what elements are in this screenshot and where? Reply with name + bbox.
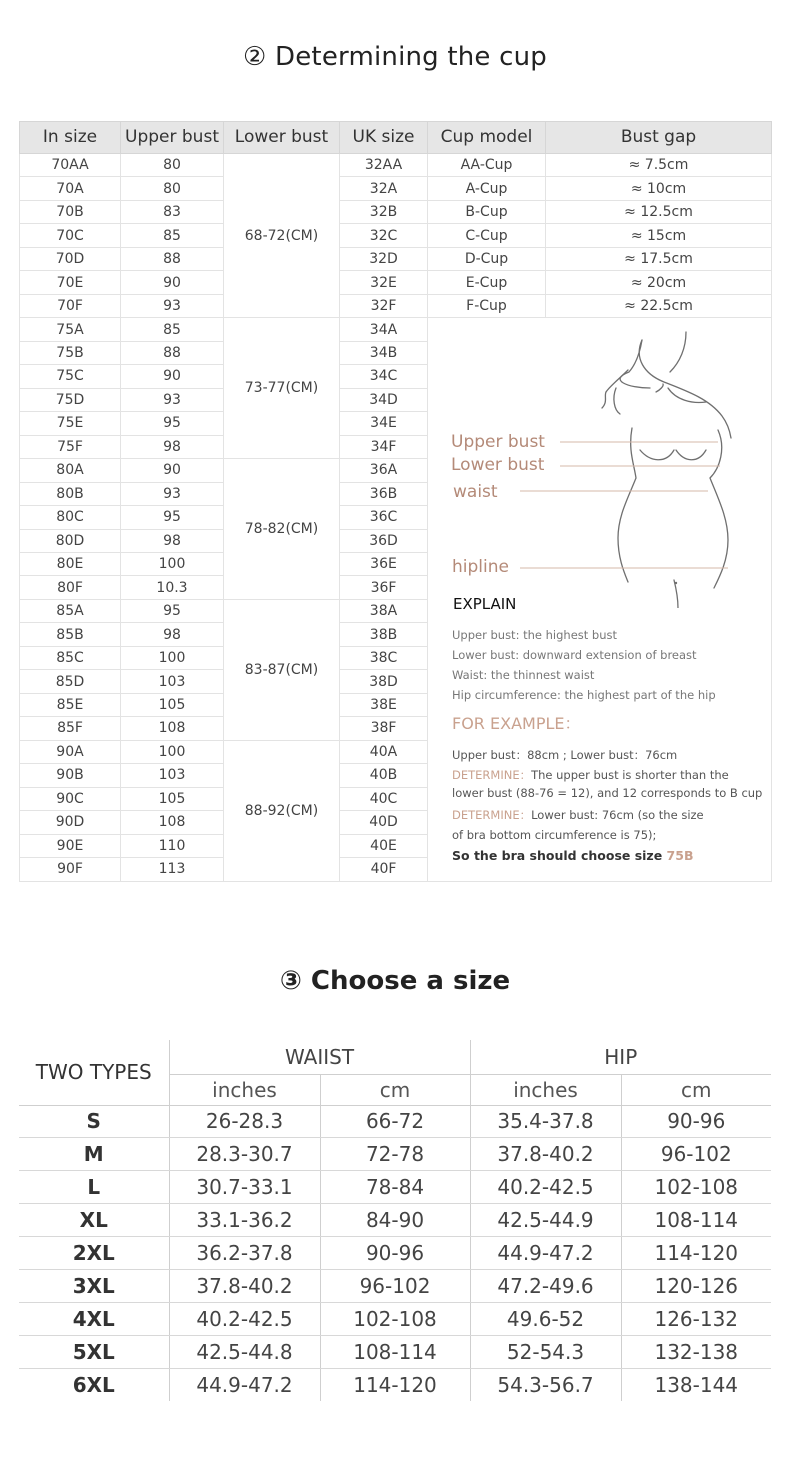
explain-line: Hip circumference: the highest part of the hip	[452, 688, 716, 703]
explain-line: Upper bust: the highest bust	[452, 628, 618, 643]
in-size-cell: 75A	[20, 318, 121, 341]
table-row	[20, 224, 772, 247]
uk-size-cell: 38A	[340, 599, 428, 622]
uk-size-cell: 36C	[340, 506, 428, 529]
uk-size-cell: 40B	[340, 764, 428, 787]
waist-inches-cell: 28.3-30.7	[169, 1138, 320, 1171]
size-cell: S	[19, 1105, 169, 1138]
hip-inches-cell: 54.3-56.7	[470, 1368, 621, 1401]
example-determine-line	[452, 770, 729, 782]
cup-model-cell: E-Cup	[428, 271, 546, 294]
conclusion-size: 75B	[666, 848, 694, 864]
section-title-determining-cup: ② Determining the cup	[243, 42, 547, 72]
table-row	[19, 1138, 771, 1171]
table-row	[20, 294, 772, 317]
upper-bust-cell: 98	[121, 623, 224, 646]
upper-bust-cell: 95	[121, 506, 224, 529]
table-header-row	[20, 122, 772, 154]
hip-inches-cell: 52-54.3	[470, 1335, 621, 1368]
upper-bust-cell: 105	[121, 787, 224, 810]
bust-gap-cell: ≈ 22.5cm	[546, 294, 772, 317]
upper-bust-cell: 88	[121, 341, 224, 364]
upper-bust-cell: 110	[121, 834, 224, 857]
upper-bust-cell: 93	[121, 388, 224, 411]
explain-line: Lower bust: downward extension of breast	[452, 648, 697, 663]
in-size-cell: 90D	[20, 811, 121, 834]
waist-inches-cell: 42.5-44.8	[169, 1335, 320, 1368]
table-row	[19, 1171, 771, 1204]
in-size-cell: 75E	[20, 412, 121, 435]
waist-inches-cell: 36.2-37.8	[169, 1237, 320, 1270]
in-size-cell: 70B	[20, 200, 121, 223]
hip-cm-cell: 120-126	[621, 1269, 771, 1302]
uk-size-cell: 32F	[340, 294, 428, 317]
size-cell: M	[19, 1138, 169, 1171]
uk-size-cell: 36E	[340, 552, 428, 575]
waist-inches-cell: 37.8-40.2	[169, 1269, 320, 1302]
waist-inches-cell: 33.1-36.2	[169, 1204, 320, 1237]
lower-bust-range-cell: 68-72(CM)	[224, 154, 340, 318]
group-hip: HIP	[470, 1040, 771, 1074]
upper-bust-cell: 100	[121, 740, 224, 763]
in-size-cell: 85C	[20, 646, 121, 669]
waist-inches-cell: 26-28.3	[169, 1105, 320, 1138]
uk-size-cell: 40C	[340, 787, 428, 810]
in-size-cell: 85B	[20, 623, 121, 646]
cup-model-cell: AA-Cup	[428, 154, 546, 177]
upper-bust-cell: 90	[121, 365, 224, 388]
header-uk-size: UK size	[340, 122, 428, 154]
table-row	[19, 1269, 771, 1302]
header-upper-bust: Upper bust	[121, 122, 224, 154]
in-size-cell: 90A	[20, 740, 121, 763]
example-conclusion	[452, 850, 693, 863]
waist-cm-cell: 102-108	[320, 1302, 470, 1335]
bust-gap-cell: ≈ 12.5cm	[546, 200, 772, 223]
in-size-cell: 70E	[20, 271, 121, 294]
hip-cm-cell: 132-138	[621, 1335, 771, 1368]
waist-cm-cell: 66-72	[320, 1105, 470, 1138]
size-cell: XL	[19, 1204, 169, 1237]
in-size-cell: 80D	[20, 529, 121, 552]
in-size-cell: 80F	[20, 576, 121, 599]
waist-cm-cell: 72-78	[320, 1138, 470, 1171]
for-example-heading: FOR EXAMPLE：	[452, 714, 581, 734]
upper-bust-cell: 95	[121, 412, 224, 435]
cup-model-cell: B-Cup	[428, 200, 546, 223]
upper-bust-cell: 108	[121, 717, 224, 740]
uk-size-cell: 34A	[340, 318, 428, 341]
waist-cm-cell: 108-114	[320, 1335, 470, 1368]
unit-hip-inches: inches	[470, 1074, 621, 1105]
corner-two-types: TWO TYPES	[19, 1040, 169, 1105]
table-row	[19, 1302, 771, 1335]
upper-bust-cell: 113	[121, 858, 224, 881]
hip-inches-cell: 44.9-47.2	[470, 1237, 621, 1270]
uk-size-cell: 36B	[340, 482, 428, 505]
uk-size-cell: 34D	[340, 388, 428, 411]
cup-model-cell: F-Cup	[428, 294, 546, 317]
table-row	[20, 247, 772, 270]
uk-size-cell: 40A	[340, 740, 428, 763]
table-row	[20, 200, 772, 223]
upper-bust-cell: 100	[121, 552, 224, 575]
size-cell: 2XL	[19, 1237, 169, 1270]
in-size-cell: 85A	[20, 599, 121, 622]
in-size-cell: 70AA	[20, 154, 121, 177]
waist-cm-cell: 90-96	[320, 1237, 470, 1270]
uk-size-cell: 38C	[340, 646, 428, 669]
explain-line: Waist: the thinnest waist	[452, 668, 595, 683]
upper-bust-cell: 85	[121, 224, 224, 247]
waist-cm-cell: 84-90	[320, 1204, 470, 1237]
lower-bust-range-cell: 88-92(CM)	[224, 740, 340, 881]
upper-bust-cell: 90	[121, 271, 224, 294]
waist-label: waist	[453, 482, 498, 503]
in-size-cell: 75D	[20, 388, 121, 411]
determine-text: The upper bust is shorter than the	[531, 768, 729, 783]
upper-bust-cell: 105	[121, 693, 224, 716]
conclusion-text: So the bra should choose size	[452, 848, 667, 864]
cup-model-cell: D-Cup	[428, 247, 546, 270]
in-size-cell: 75C	[20, 365, 121, 388]
bust-gap-cell: ≈ 7.5cm	[546, 154, 772, 177]
size-cell: 6XL	[72, 1372, 115, 1397]
in-size-cell: 70D	[20, 247, 121, 270]
hip-cm-cell: 108-114	[621, 1204, 771, 1237]
unit-waist-cm: cm	[320, 1074, 470, 1105]
in-size-cell: 80C	[20, 506, 121, 529]
uk-size-cell: 38F	[340, 717, 428, 740]
unit-hip-cm: cm	[621, 1074, 771, 1105]
table-row	[20, 154, 772, 177]
hip-cm-cell: 138-144	[621, 1368, 771, 1401]
section-title-choose-size: ③ Choose a size	[279, 966, 511, 996]
cup-model-cell: A-Cup	[428, 177, 546, 200]
lower-bust-range-cell: 73-77(CM)	[224, 318, 340, 459]
determine-text: Lower bust: 76cm (so the size	[531, 808, 704, 823]
bust-gap-cell: ≈ 10cm	[546, 177, 772, 200]
lower-bust-range-cell: 78-82(CM)	[224, 459, 340, 600]
uk-size-cell: 38B	[340, 623, 428, 646]
upper-bust-cell: 103	[121, 670, 224, 693]
hip-cm-cell: 114-120	[621, 1237, 771, 1270]
explain-heading: EXPLAIN	[453, 595, 517, 614]
bust-gap-cell: ≈ 15cm	[546, 224, 772, 247]
in-size-cell: 70A	[20, 177, 121, 200]
upper-bust-cell: 88	[121, 247, 224, 270]
in-size-cell: 80A	[20, 459, 121, 482]
size-cell: 5XL	[19, 1335, 169, 1368]
in-size-cell: 85E	[20, 693, 121, 716]
hip-inches-cell: 42.5-44.9	[470, 1204, 621, 1237]
lower-bust-label: Lower bust	[451, 455, 545, 476]
in-size-cell: 80B	[20, 482, 121, 505]
determine-label: DETERMINE：	[452, 768, 532, 783]
bust-gap-cell: ≈ 20cm	[546, 271, 772, 294]
waist-inches-cell: 40.2-42.5	[169, 1302, 320, 1335]
size-cell: 4XL	[19, 1302, 169, 1335]
size-cell: 3XL	[19, 1269, 169, 1302]
uk-size-cell: 34E	[340, 412, 428, 435]
measurement-guide-panel	[428, 318, 772, 881]
upper-bust-cell: 90	[121, 459, 224, 482]
uk-size-cell: 40D	[340, 811, 428, 834]
in-size-cell: 75B	[20, 341, 121, 364]
cup-size-table	[19, 121, 772, 882]
lower-bust-range-cell: 83-87(CM)	[224, 599, 340, 740]
upper-bust-cell: 98	[121, 529, 224, 552]
in-size-cell: 90B	[20, 764, 121, 787]
hip-inches-cell: 47.2-49.6	[470, 1269, 621, 1302]
in-size-cell: 70C	[20, 224, 121, 247]
uk-size-cell: 32D	[340, 247, 428, 270]
upper-bust-cell: 80	[121, 154, 224, 177]
uk-size-cell: 40F	[340, 858, 428, 881]
header-lower-bust: Lower bust	[224, 122, 340, 154]
waist-inches-cell: 44.9-47.2	[169, 1368, 320, 1401]
determine-label: DETERMINE：	[452, 808, 532, 823]
upper-bust-cell: 103	[121, 764, 224, 787]
hip-inches-cell: 49.6-52	[470, 1302, 621, 1335]
hip-cm-cell: 126-132	[621, 1302, 771, 1335]
table-row	[20, 271, 772, 294]
table-row	[20, 177, 772, 200]
table-row	[19, 1368, 771, 1401]
upper-bust-cell: 85	[121, 318, 224, 341]
uk-size-cell: 32AA	[340, 154, 428, 177]
upper-bust-cell: 93	[121, 482, 224, 505]
upper-bust-cell: 100	[121, 646, 224, 669]
waist-cm-cell: 114-120	[320, 1368, 470, 1401]
upper-bust-cell: 10.3	[121, 576, 224, 599]
uk-size-cell: 32C	[340, 224, 428, 247]
uk-size-cell: 36D	[340, 529, 428, 552]
hipline-label: hipline	[452, 557, 509, 578]
waist-cm-cell: 96-102	[320, 1269, 470, 1302]
in-size-cell: 90E	[20, 834, 121, 857]
table-row	[19, 1105, 771, 1138]
example-line: lower bust (88-76 = 12), and 12 corresponds to B cup	[452, 786, 763, 801]
size-chart-table	[19, 1040, 771, 1401]
in-size-cell: 90F	[20, 858, 121, 881]
hip-inches-cell: 37.8-40.2	[470, 1138, 621, 1171]
in-size-cell: 70F	[20, 294, 121, 317]
example-line: of bra bottom circumference is 75);	[452, 828, 657, 843]
upper-bust-cell: 108	[121, 811, 224, 834]
size-cell: L	[19, 1171, 169, 1204]
header-in-size: In size	[20, 122, 121, 154]
unit-waist-inches: inches	[169, 1074, 320, 1105]
uk-size-cell: 32B	[340, 200, 428, 223]
example-measurement-line: Upper bust：88cm ; Lower bust：76cm	[452, 748, 678, 763]
uk-size-cell: 38D	[340, 670, 428, 693]
in-size-cell: 85D	[20, 670, 121, 693]
uk-size-cell: 34F	[340, 435, 428, 458]
table-row	[20, 318, 772, 341]
hip-cm-cell: 102-108	[621, 1171, 771, 1204]
in-size-cell: 90C	[20, 787, 121, 810]
uk-size-cell: 38E	[340, 693, 428, 716]
uk-size-cell: 34B	[340, 341, 428, 364]
hip-inches-cell: 35.4-37.8	[470, 1105, 621, 1138]
example-determine-line	[452, 810, 704, 822]
upper-bust-label: Upper bust	[451, 432, 545, 453]
uk-size-cell: 32E	[340, 271, 428, 294]
in-size-cell: 80E	[20, 552, 121, 575]
upper-bust-cell: 95	[121, 599, 224, 622]
waist-inches-cell: 30.7-33.1	[169, 1171, 320, 1204]
table-row	[19, 1204, 771, 1237]
bust-gap-cell: ≈ 17.5cm	[546, 247, 772, 270]
cup-model-cell: C-Cup	[428, 224, 546, 247]
uk-size-cell: 36A	[340, 459, 428, 482]
header-cup-model: Cup model	[428, 122, 546, 154]
table-row	[19, 1237, 771, 1270]
in-size-cell: 75F	[20, 435, 121, 458]
uk-size-cell: 32A	[340, 177, 428, 200]
waist-cm-cell: 78-84	[320, 1171, 470, 1204]
hip-cm-cell: 96-102	[621, 1138, 771, 1171]
group-waist: WAIIST	[169, 1040, 470, 1074]
upper-bust-cell: 83	[121, 200, 224, 223]
uk-size-cell: 36F	[340, 576, 428, 599]
upper-bust-cell: 80	[121, 177, 224, 200]
hip-inches-cell: 40.2-42.5	[470, 1171, 621, 1204]
upper-bust-cell: 93	[121, 294, 224, 317]
in-size-cell: 85F	[20, 717, 121, 740]
uk-size-cell: 40E	[340, 834, 428, 857]
hip-cm-cell: 90-96	[621, 1105, 771, 1138]
table-row	[19, 1335, 771, 1368]
upper-bust-cell: 98	[121, 435, 224, 458]
header-bust-gap: Bust gap	[546, 122, 772, 154]
uk-size-cell: 34C	[340, 365, 428, 388]
